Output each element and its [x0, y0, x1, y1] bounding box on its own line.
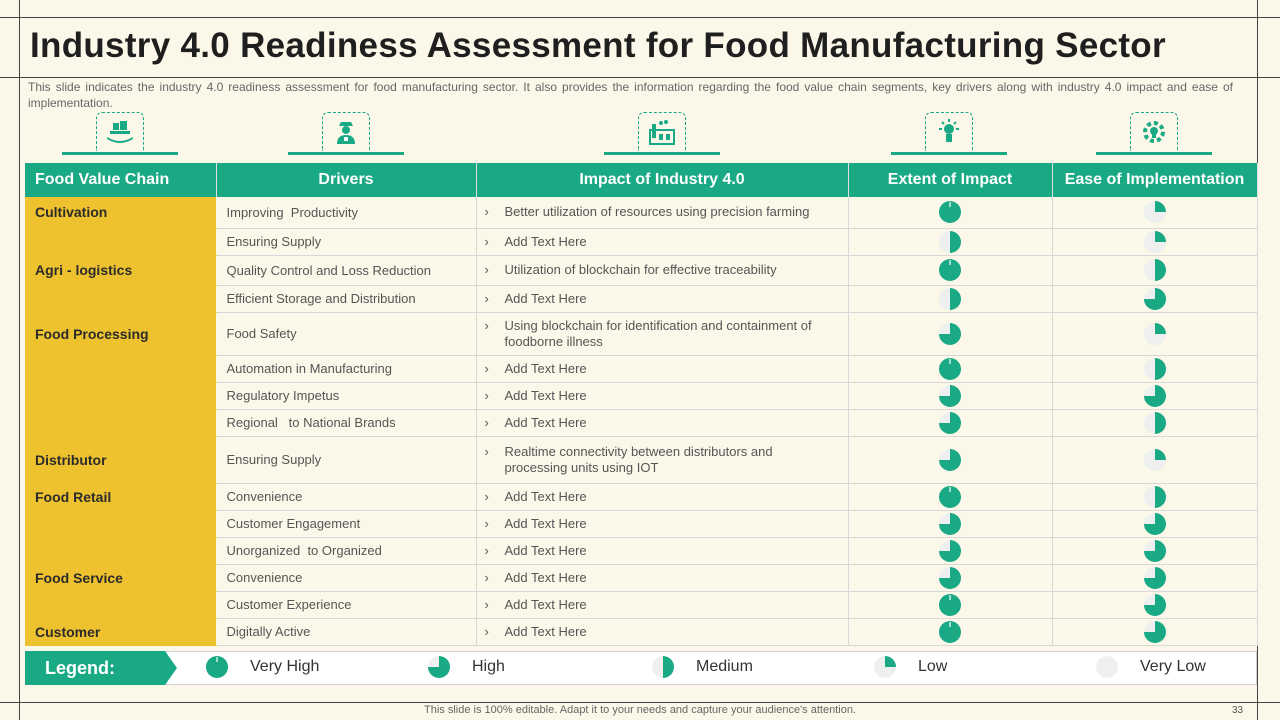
- extent-of-impact-cell: [848, 197, 1052, 228]
- chevron-right-icon: ›: [484, 262, 489, 277]
- ease-harvey-ball: [1144, 201, 1166, 223]
- ease-of-implementation-cell: [1052, 197, 1257, 228]
- extent-harvey-ball: [939, 288, 961, 310]
- impact-text: Add Text Here: [504, 596, 587, 612]
- impact-cell: [476, 564, 848, 591]
- food-tray-icon: [105, 119, 135, 145]
- table-row: [25, 591, 1257, 618]
- ease-harvey-ball: [1144, 621, 1166, 643]
- legend-item-label: Very High: [250, 658, 320, 675]
- extent-of-impact-cell: [848, 285, 1052, 312]
- extent-of-impact-cell: [848, 355, 1052, 382]
- worker-icon: [332, 118, 360, 146]
- ease-harvey-ball: [1144, 449, 1166, 471]
- extent-harvey-ball: [939, 621, 961, 643]
- value-chain-cell: [25, 591, 216, 618]
- value-chain-cell: [25, 382, 216, 409]
- legend-harvey-ball: [1096, 656, 1118, 678]
- extent-harvey-ball: [939, 540, 961, 562]
- page-title: Industry 4.0 Readiness Assessment for Food Manufacturing Sector: [30, 26, 1166, 65]
- impact-text: Using blockchain for identification and containment of foodborne illness: [504, 317, 812, 349]
- driver-cell: Convenience: [216, 483, 476, 510]
- extent-of-impact-cell: [848, 537, 1052, 564]
- legend-label: Legend:: [25, 651, 165, 685]
- impact-text: Add Text Here: [504, 569, 587, 585]
- ease-harvey-ball: [1144, 486, 1166, 508]
- impact-text: Add Text Here: [504, 233, 587, 249]
- chevron-right-icon: ›: [484, 360, 489, 376]
- legend-item: [652, 656, 753, 678]
- extent-of-impact-cell: [848, 228, 1052, 255]
- value-chain-cell: [25, 510, 216, 537]
- chevron-right-icon: ›: [484, 290, 489, 306]
- frame-line: [0, 17, 1280, 18]
- driver-cell: Regulatory Impetus: [216, 382, 476, 409]
- ease-harvey-ball: [1144, 540, 1166, 562]
- legend-harvey-ball: [652, 656, 674, 678]
- drivers-icon-block: [288, 112, 404, 156]
- table-row: [25, 537, 1257, 564]
- ease-of-implementation-cell: [1052, 483, 1257, 510]
- table-row: [25, 618, 1257, 645]
- legend-item-label: High: [472, 658, 505, 675]
- extent-harvey-ball: [939, 449, 961, 471]
- ease-of-implementation-cell: [1052, 285, 1257, 312]
- chevron-right-icon: ›: [484, 515, 489, 531]
- impact-cell: [476, 285, 848, 312]
- extent-of-impact-cell: [848, 618, 1052, 645]
- extent-harvey-ball: [939, 412, 961, 434]
- value-chain-cell: Food Processing: [25, 312, 216, 355]
- chevron-right-icon: ›: [484, 387, 489, 403]
- frame-line: [19, 0, 20, 720]
- extent-harvey-ball: [939, 513, 961, 535]
- extent-of-impact-cell: [848, 382, 1052, 409]
- table-row: [25, 255, 1257, 285]
- impact-text: Add Text Here: [504, 414, 587, 430]
- legend-item: [1096, 656, 1206, 678]
- impact-text: Realtime connectivity between distributors and processing units using IOT: [504, 443, 773, 475]
- header-extent: Extent of Impact: [848, 163, 1052, 197]
- ease-harvey-ball: [1144, 594, 1166, 616]
- impact-cell: [476, 312, 848, 355]
- chevron-right-icon: ›: [484, 542, 489, 558]
- chevron-right-icon: ›: [484, 414, 489, 430]
- table-header-row: [25, 163, 1257, 197]
- impact-cell: [476, 537, 848, 564]
- ease-of-implementation-cell: [1052, 564, 1257, 591]
- legend-harvey-ball: [206, 656, 228, 678]
- page-number: 33: [1232, 705, 1244, 716]
- driver-cell: Automation in Manufacturing: [216, 355, 476, 382]
- extent-harvey-ball: [939, 486, 961, 508]
- impact-text: Add Text Here: [504, 542, 587, 558]
- factory-icon: [647, 118, 677, 146]
- impact-cell: [476, 197, 848, 228]
- extent-harvey-ball: [939, 323, 961, 345]
- table-row: [25, 483, 1257, 510]
- impact-cell: [476, 591, 848, 618]
- driver-cell: Convenience: [216, 564, 476, 591]
- value-chain-cell: Distributor: [25, 436, 216, 483]
- ease-harvey-ball: [1144, 513, 1166, 535]
- impact-cell: [476, 228, 848, 255]
- impact-text: Utilization of blockchain for effective traceability: [504, 262, 777, 277]
- value-chain-cell: [25, 228, 216, 255]
- extent-of-impact-cell: [848, 409, 1052, 436]
- ease-of-implementation-cell: [1052, 382, 1257, 409]
- table-row: [25, 436, 1257, 483]
- impact-text: Add Text Here: [504, 488, 587, 504]
- value-chain-cell: Food Retail: [25, 483, 216, 510]
- ease-harvey-ball: [1144, 567, 1166, 589]
- ease-harvey-ball: [1144, 412, 1166, 434]
- extent-harvey-ball: [939, 385, 961, 407]
- impact-text: Add Text Here: [504, 360, 587, 376]
- driver-cell: Ensuring Supply: [216, 436, 476, 483]
- driver-cell: Digitally Active: [216, 618, 476, 645]
- extent-harvey-ball: [939, 358, 961, 380]
- extent-harvey-ball: [939, 231, 961, 253]
- table-row: [25, 510, 1257, 537]
- value-chain-cell: [25, 355, 216, 382]
- legend-item-label: Medium: [696, 658, 753, 675]
- impact-cell: [476, 355, 848, 382]
- impact-cell: [476, 510, 848, 537]
- ease-harvey-ball: [1144, 385, 1166, 407]
- table-row: [25, 564, 1257, 591]
- readiness-table: [25, 163, 1258, 646]
- impact-cell: [476, 436, 848, 483]
- header-impact: Impact of Industry 4.0: [476, 163, 848, 197]
- food-value-chain-icon-block: [62, 112, 178, 156]
- frame-line: [0, 77, 1280, 78]
- legend-item-label: Low: [918, 658, 948, 675]
- impact-text: Add Text Here: [504, 515, 587, 531]
- legend-item: [206, 656, 319, 678]
- value-chain-cell: [25, 285, 216, 312]
- extent-of-impact-cell: [848, 591, 1052, 618]
- ease-of-implementation-cell: [1052, 255, 1257, 285]
- legend-item-label: Very Low: [1140, 658, 1206, 675]
- extent-of-impact-cell: [848, 312, 1052, 355]
- impact-text: Better utilization of resources using precision farming: [504, 204, 810, 220]
- ease-of-implementation-cell: [1052, 618, 1257, 645]
- driver-cell: Efficient Storage and Distribution: [216, 285, 476, 312]
- ease-harvey-ball: [1144, 259, 1166, 281]
- page-subtitle: This slide indicates the industry 4.0 readiness assessment for food manufacturing sector. It also provides the information regarding the food value chain segments, key drivers along with industry 4.0 impact and ease of implementation.: [28, 80, 1233, 110]
- driver-cell: Improving Productivity: [216, 197, 476, 228]
- impact-cell: [476, 409, 848, 436]
- ease-harvey-ball: [1144, 231, 1166, 253]
- value-chain-cell: [25, 409, 216, 436]
- driver-cell: Unorganized to Organized: [216, 537, 476, 564]
- impact-text: Add Text Here: [504, 290, 587, 306]
- ease-of-implementation-cell: [1052, 355, 1257, 382]
- extent-icon-block: [891, 112, 1007, 156]
- chevron-right-icon: ›: [484, 488, 489, 504]
- extent-of-impact-cell: [848, 564, 1052, 591]
- extent-of-impact-cell: [848, 255, 1052, 285]
- table-row: [25, 228, 1257, 255]
- legend: [25, 651, 1257, 685]
- chevron-right-icon: ›: [484, 204, 489, 220]
- value-chain-cell: Cultivation: [25, 197, 216, 228]
- ease-of-implementation-cell: [1052, 537, 1257, 564]
- frame-line: [0, 702, 1280, 703]
- driver-cell: Food Safety: [216, 312, 476, 355]
- impact-cell: [476, 255, 848, 285]
- idea-bulb-icon: [935, 118, 963, 146]
- legend-item: [874, 656, 947, 678]
- chevron-right-icon: ›: [484, 317, 489, 333]
- ease-of-implementation-cell: [1052, 409, 1257, 436]
- impact-cell: [476, 382, 848, 409]
- impact-text: Add Text Here: [504, 623, 587, 639]
- value-chain-cell: Food Service: [25, 564, 216, 591]
- ease-of-implementation-cell: [1052, 436, 1257, 483]
- legend-harvey-ball: [428, 656, 450, 678]
- ease-icon-block: [1096, 112, 1212, 156]
- extent-harvey-ball: [939, 201, 961, 223]
- driver-cell: Regional to National Brands: [216, 409, 476, 436]
- driver-cell: Quality Control and Loss Reduction: [216, 255, 476, 285]
- value-chain-cell: [25, 537, 216, 564]
- extent-of-impact-cell: [848, 436, 1052, 483]
- chevron-right-icon: ›: [484, 596, 489, 612]
- table-row: [25, 285, 1257, 312]
- extent-harvey-ball: [939, 594, 961, 616]
- chevron-right-icon: ›: [484, 623, 489, 639]
- ease-of-implementation-cell: [1052, 312, 1257, 355]
- chevron-right-icon: ›: [484, 569, 489, 585]
- ease-of-implementation-cell: [1052, 591, 1257, 618]
- driver-cell: Customer Engagement: [216, 510, 476, 537]
- legend-harvey-ball: [874, 656, 896, 678]
- footer-note: This slide is 100% editable. Adapt it to your needs and capture your audience's attention.: [424, 704, 856, 716]
- table-row: [25, 409, 1257, 436]
- value-chain-cell: Agri - logistics: [25, 255, 216, 285]
- value-chain-cell: Customer: [25, 618, 216, 645]
- impact-cell: [476, 483, 848, 510]
- ease-harvey-ball: [1144, 358, 1166, 380]
- impact-text: Add Text Here: [504, 387, 587, 403]
- driver-cell: Customer Experience: [216, 591, 476, 618]
- impact-cell: [476, 618, 848, 645]
- chevron-right-icon: ›: [484, 233, 489, 249]
- ease-harvey-ball: [1144, 323, 1166, 345]
- ease-of-implementation-cell: [1052, 228, 1257, 255]
- table-row: [25, 312, 1257, 355]
- impact-icon-block: [604, 112, 720, 156]
- header-food-value-chain: Food Value Chain: [25, 163, 216, 197]
- table-row: [25, 382, 1257, 409]
- header-ease: Ease of Implementation: [1052, 163, 1257, 197]
- ease-of-implementation-cell: [1052, 510, 1257, 537]
- extent-harvey-ball: [939, 259, 961, 281]
- chevron-right-icon: ›: [484, 443, 489, 459]
- gear-bulb-icon: [1140, 118, 1168, 146]
- table-row: [25, 197, 1257, 228]
- extent-harvey-ball: [939, 567, 961, 589]
- extent-of-impact-cell: [848, 510, 1052, 537]
- legend-item: [428, 656, 505, 678]
- table-row: [25, 355, 1257, 382]
- driver-cell: Ensuring Supply: [216, 228, 476, 255]
- ease-harvey-ball: [1144, 288, 1166, 310]
- extent-of-impact-cell: [848, 483, 1052, 510]
- header-drivers: Drivers: [216, 163, 476, 197]
